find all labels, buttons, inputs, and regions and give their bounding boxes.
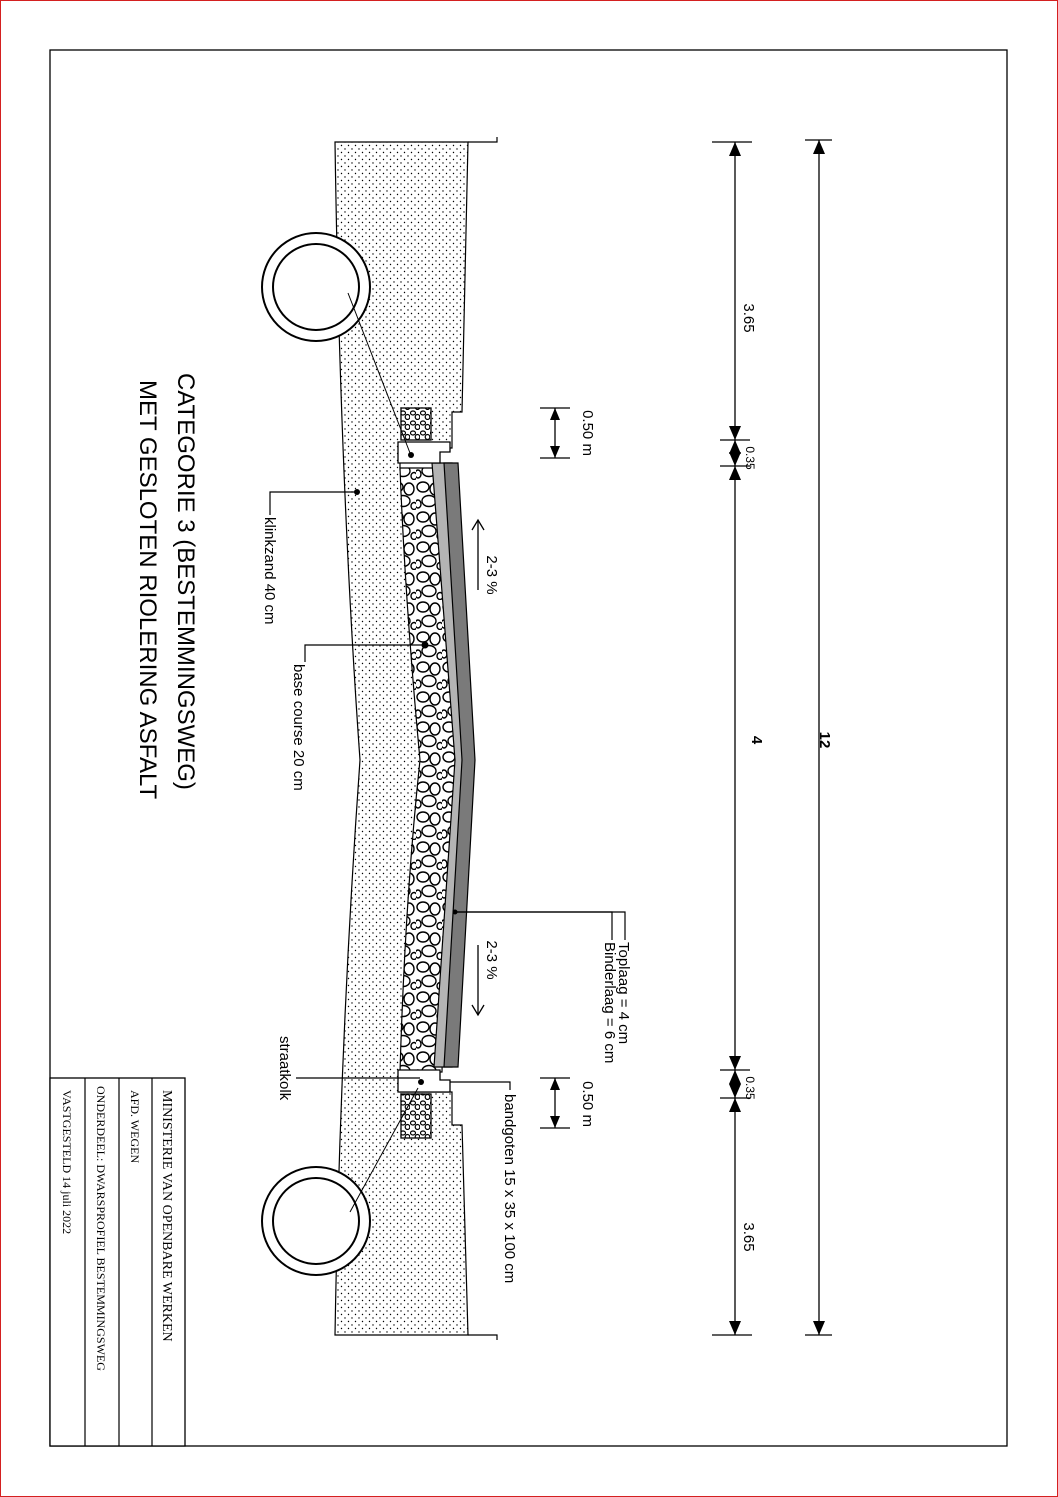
title-block-ministry: MINISTERIE VAN OPENBARE WERKEN bbox=[159, 1090, 174, 1342]
straatkolk-left-marker bbox=[408, 452, 414, 458]
base-course-label: base course 20 cm bbox=[290, 664, 307, 791]
bandgoten-label: bandgoten 15 x 35 x 100 cm bbox=[501, 1094, 518, 1284]
dimension-arrows bbox=[550, 140, 825, 1335]
rotated-labels bbox=[134, 303, 833, 1283]
title-block-department: AFD. WEGEN bbox=[128, 1090, 142, 1164]
leader-toplaag bbox=[455, 912, 625, 940]
leader-bandgoten bbox=[450, 1082, 510, 1090]
dimension-lines bbox=[540, 140, 832, 1335]
drawing-title-line1: CATEGORIE 3 (BESTEMMINGSWEG) bbox=[172, 373, 199, 790]
bandgoot-right bbox=[398, 1070, 450, 1092]
leader-binderlaag bbox=[455, 912, 612, 940]
dim-side-left-label: 3.65 bbox=[740, 303, 757, 333]
title-block-subject: ONDERDEEL: DWARSPROFIEL BESTEMMINGSWEG bbox=[94, 1086, 108, 1371]
bandgoot-left bbox=[398, 442, 450, 463]
straatkolk-right-marker bbox=[418, 1079, 424, 1085]
toplaag-label: Toplaag = 4 cm bbox=[615, 942, 632, 1045]
dim-total-label: 12 bbox=[816, 731, 833, 749]
title-block-date: VASTGESTELD 14 juli 2022 bbox=[60, 1090, 74, 1235]
dim-carriageway-label: 4 bbox=[748, 735, 765, 745]
binderlaag-label: Binderlaag = 6 cm bbox=[601, 942, 618, 1064]
slope-left-label: 2-3 % bbox=[483, 555, 500, 595]
straatkolk-label: straatkolk bbox=[276, 1036, 293, 1101]
gutter-bed-left bbox=[401, 408, 431, 440]
slope-right-label: 2-3 % bbox=[483, 940, 500, 980]
dim-gutter-right-label: 0.35 bbox=[743, 1076, 757, 1100]
gutter-bed-right bbox=[401, 1094, 431, 1138]
dim-gutter-left-label: 0.35 bbox=[743, 446, 757, 470]
klinkzand-label: klinkzand 40 cm bbox=[261, 517, 278, 625]
dim-depth-right-label: 0.50 m bbox=[579, 1081, 596, 1127]
dim-side-right-label: 3.65 bbox=[740, 1222, 757, 1252]
dim-depth-left-label: 0.50 m bbox=[579, 410, 596, 456]
title-block bbox=[50, 1078, 185, 1446]
drawing-title-line2: MET GESLOTEN RIOLERING ASFALT bbox=[134, 380, 161, 800]
leader-klinkzand bbox=[270, 492, 357, 515]
